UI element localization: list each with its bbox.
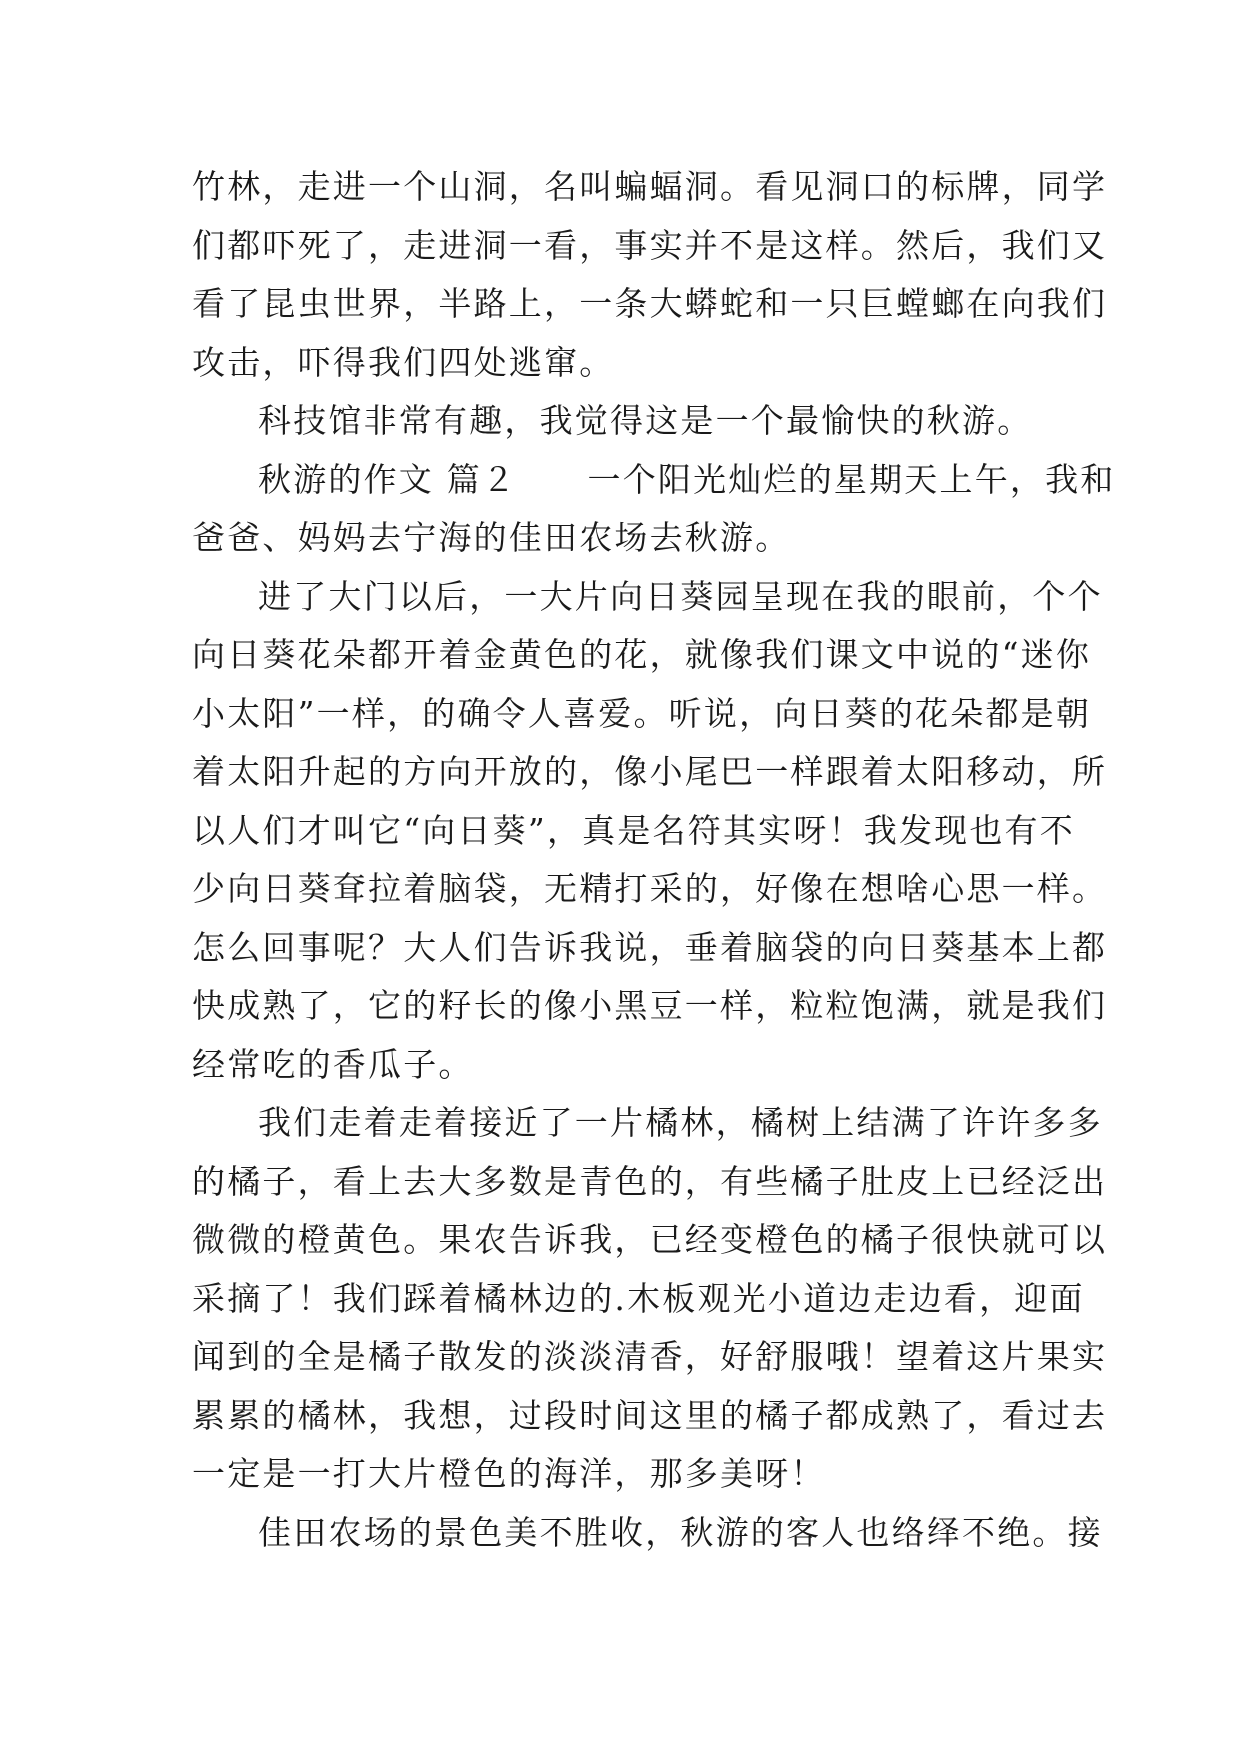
text-line: 采摘了！我们踩着橘林边的.木板观光小道边走边看，迎面 bbox=[192, 1278, 1085, 1318]
text-line: 着太阳升起的方向开放的，像小尾巴一样跟着太阳移动，所 bbox=[192, 752, 1108, 791]
text-line: 攻击，吓得我们四处逃窜。 bbox=[192, 342, 615, 382]
text-line: 累累的橘林，我想，过段时间这里的橘子都成熟了，看过去 bbox=[192, 1395, 1108, 1435]
text-line: 佳田农场的景色美不胜收，秋游的客人也络绎不绝。接 bbox=[258, 1512, 1103, 1552]
text-line: 闻到的全是橘子散发的淡淡清香，好舒服哦！望着这片果实 bbox=[192, 1337, 1108, 1376]
text-line: 小太阳”一样，的确令人喜爱。听说，向日葵的花朵都是朝 bbox=[192, 693, 1092, 733]
text-line: 我们走着走着接近了一片橘林，橘树上结满了许许多多 bbox=[258, 1103, 1103, 1142]
essay-body bbox=[192, 158, 1116, 1562]
text-line: 看了昆虫世界，半路上，一条大蟒蛇和一只巨螳螂在向我们 bbox=[192, 284, 1108, 323]
text-line: 怎么回事呢？大人们告诉我说，垂着脑袋的向日葵基本上都 bbox=[192, 927, 1108, 967]
text-line: 科技馆非常有趣，我觉得这是一个最愉快的秋游。 bbox=[258, 401, 1033, 440]
text-line: 的橘子，看上去大多数是青色的，有些橘子肚皮上已经泛出 bbox=[192, 1161, 1108, 1201]
text-line: 爸爸、妈妈去宁海的佳田农场去秋游。 bbox=[192, 518, 791, 557]
text-line: 向日葵花朵都开着金黄色的花，就像我们课文中说的“迷你 bbox=[192, 635, 1092, 674]
text-line: 进了大门以后，一大片向日葵园呈现在我的眼前，个个 bbox=[258, 576, 1103, 616]
text-line: 以人们才叫它“向日葵”，真是名符其实呀！我发现也有不 bbox=[192, 810, 1075, 850]
text-line: 竹林，走进一个山洞，名叫蝙蝠洞。看见洞口的标牌，同学 bbox=[192, 167, 1108, 206]
text-line: 微微的橙黄色。果农告诉我，已经变橙色的橘子很快就可以 bbox=[192, 1220, 1108, 1259]
section-heading-line: 秋游的作文 篇２ 一个阳光灿烂的星期天上午，我和 bbox=[258, 459, 1116, 499]
text-line: 经常吃的香瓜子。 bbox=[192, 1044, 474, 1084]
text-line: 一定是一打大片橙色的海洋，那多美呀！ bbox=[192, 1454, 826, 1493]
text-line: 少向日葵耷拉着脑袋，无精打采的，好像在想啥心思一样。 bbox=[192, 869, 1108, 908]
text-line: 快成熟了，它的籽长的像小黑豆一样，粒粒饱满，就是我们 bbox=[192, 986, 1108, 1025]
text-line: 们都吓死了，走进洞一看，事实并不是这样。然后，我们又 bbox=[192, 225, 1108, 265]
